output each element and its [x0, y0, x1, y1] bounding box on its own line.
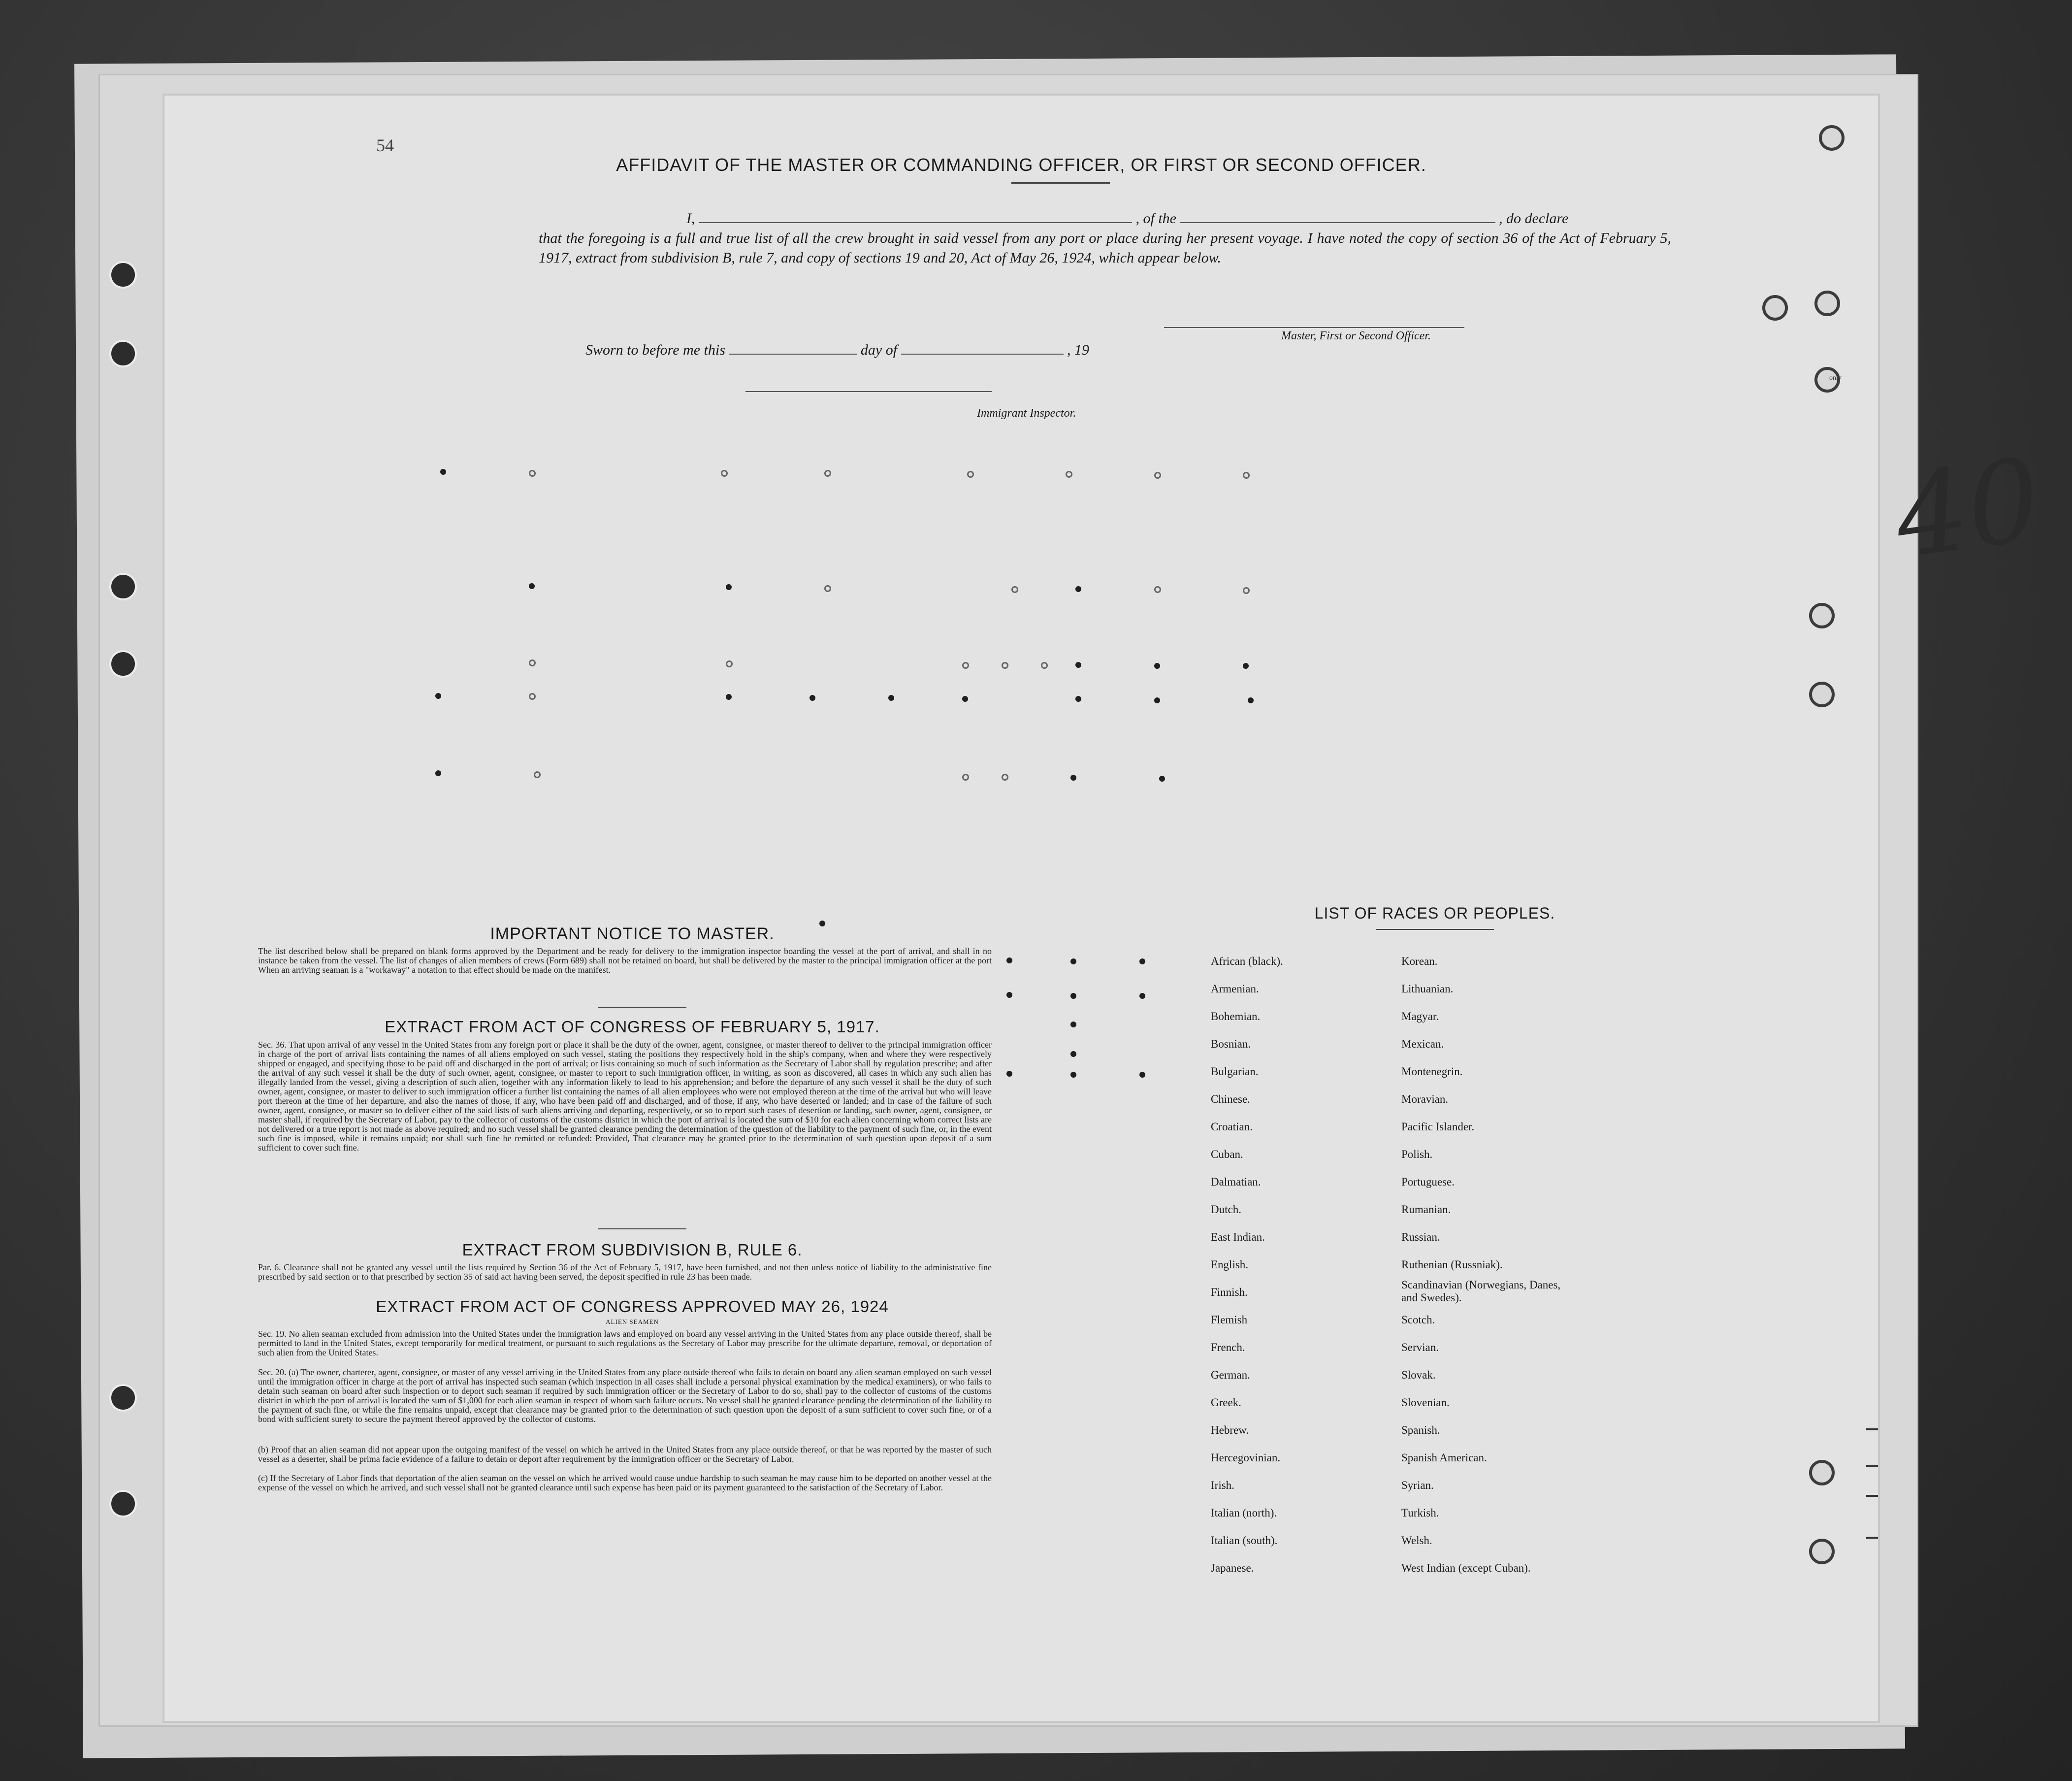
race-item: Flemish — [1211, 1314, 1248, 1326]
affidavit-declare: , do declare — [1499, 210, 1569, 227]
document-page — [162, 94, 1880, 1723]
race-item: Hercegovinian. — [1211, 1451, 1281, 1464]
punch-hole — [1809, 603, 1835, 628]
race-item: Magyar. — [1401, 1010, 1439, 1022]
races-left-column — [1211, 948, 1283, 1582]
name-blank-line — [699, 222, 1132, 223]
extract-1924-sec20a: Sec. 20. (a) The owner, charterer, agent, consignee, or master of any vessel arriving in the United States from any place outside thereof who fails to detain on board any alien seaman employed on such vessel until the immigration officer in charge at the port of arrival has inspected such seaman (which inspection in all cases shall include a personal physical examination by the medical examiners), or who fails to detain such seaman on board after such inspection or to deport such seaman if required by such immigration officer or the Secretary of Labor to do so, shall pay to the collector of customs of the customs district in which the port of arrival is located the sum of $1,000 for each alien seaman in respect of whom such failure occurs. No vessel shall be granted clearance pending the determination of the liability to the payment of such fine, or while the fine remains unpaid, except that clearance may be granted prior to the determination of such question upon the deposit of a sum sufficient to cover such fine, or of a bond with sufficient surety to secure the payment thereof approved by the collector of customs. — [258, 1367, 992, 1424]
races-title: LIST OF RACES OR PEOPLES. — [1314, 904, 1555, 922]
race-item: Mexican. — [1401, 1038, 1444, 1050]
race-item: Hebrew. — [1211, 1424, 1249, 1436]
divider — [1011, 182, 1110, 184]
races-right-column — [1401, 948, 1564, 1582]
race-item: Turkish. — [1401, 1507, 1439, 1519]
margin-tick — [1866, 1428, 1878, 1430]
notice-title: IMPORTANT NOTICE TO MASTER. — [490, 924, 775, 943]
punch-hole — [1814, 291, 1840, 316]
race-item: Korean. — [1401, 955, 1438, 967]
race-item: Portuguese. — [1401, 1176, 1455, 1188]
race-item: Polish. — [1401, 1148, 1433, 1160]
race-item: Irish. — [1211, 1479, 1234, 1491]
punch-hole — [1809, 1460, 1835, 1485]
race-item: East Indian. — [1211, 1231, 1265, 1243]
extract-1924-title: EXTRACT FROM ACT OF CONGRESS APPROVED MAY 26, 1924 — [376, 1297, 889, 1316]
race-item: Scandinavian (Norwegians, Danes, and Swedes). — [1401, 1279, 1561, 1304]
race-item: Finnish. — [1211, 1286, 1248, 1298]
page-number-mark: 54 — [376, 135, 394, 155]
extract-rule6-title: EXTRACT FROM SUBDIVISION B, RULE 6. — [462, 1241, 803, 1259]
margin-tick — [1866, 1495, 1878, 1497]
affidavit-body — [539, 209, 1671, 268]
vessel-blank-line — [1180, 222, 1495, 223]
signature-line-inspector — [745, 391, 992, 392]
race-item: Lithuanian. — [1401, 983, 1454, 995]
margin-tick — [1866, 1537, 1878, 1539]
punch-hole — [109, 340, 137, 367]
race-item: Spanish American. — [1401, 1451, 1487, 1464]
divider — [1376, 929, 1494, 930]
punch-hole — [1809, 682, 1835, 707]
race-item: Cuban. — [1211, 1148, 1243, 1160]
race-item: Spanish. — [1401, 1424, 1440, 1436]
affidavit-i: I, — [686, 210, 695, 227]
master-label: Master, First or Second Officer. — [1281, 330, 1431, 342]
race-item: Servian. — [1401, 1341, 1439, 1353]
punch-hole — [109, 261, 137, 289]
punch-hole — [109, 1384, 137, 1412]
race-item: Bosnian. — [1211, 1038, 1251, 1050]
side-mark: only — [1829, 374, 1842, 382]
race-item: Rumanian. — [1401, 1203, 1451, 1216]
race-item: Syrian. — [1401, 1479, 1434, 1491]
punch-hole — [1762, 295, 1788, 321]
race-item: Croatian. — [1211, 1121, 1253, 1133]
divider — [598, 1228, 686, 1229]
extract-1924-subtitle: ALIEN SEAMEN — [606, 1318, 659, 1325]
margin-tick — [1866, 1465, 1878, 1467]
race-item: Scotch. — [1401, 1314, 1435, 1326]
race-item: African (black). — [1211, 955, 1283, 967]
punch-hole — [1809, 1539, 1835, 1564]
race-item: English. — [1211, 1258, 1249, 1271]
race-item: Slovenian. — [1401, 1396, 1450, 1409]
affidavit-statement: that the foregoing is a full and true list of all the crew brought in said vessel from any port or place during her present voyage. I have noted the copy of section 36 of the Act of February 5, 1917, extract from subdivision B, rule 7, and copy of sections 19 and 20, Act of May 26, 1924, which appear below. — [539, 230, 1671, 266]
affidavit-title: AFFIDAVIT OF THE MASTER OR COMMANDING OFFICER, OR FIRST OR SECOND OFFICER. — [616, 155, 1426, 175]
race-item: Bulgarian. — [1211, 1065, 1259, 1078]
sworn-label: Sworn to before me this — [585, 342, 725, 358]
extract-1924-sec20c: (c) If the Secretary of Labor finds that deportation of the alien seaman on the vessel on which he arrived would cause undue hardship to such seaman he may cause him to be deported on another vessel at the expense of the vessel on which he arrived, and such vessel shall not be granted clearance until such expense has been paid or its payment guaranteed to the satisfaction of the Secretary of Labor. — [258, 1473, 992, 1492]
race-item: Welsh. — [1401, 1534, 1432, 1547]
extract-1917-title: EXTRACT FROM ACT OF CONGRESS OF FEBRUARY 5, 1917. — [385, 1018, 880, 1036]
race-item: Bohemian. — [1211, 1010, 1261, 1022]
race-item: Dalmatian. — [1211, 1176, 1261, 1188]
race-item: Greek. — [1211, 1396, 1241, 1409]
race-item: German. — [1211, 1369, 1250, 1381]
year-label: , 19 — [1067, 342, 1090, 358]
race-item: Slovak. — [1401, 1369, 1436, 1381]
race-item: Pacific Islander. — [1401, 1121, 1475, 1133]
race-item: Italian (north). — [1211, 1507, 1277, 1519]
notice-body: The list described below shall be prepared on blank forms approved by the Department and be ready for delivery to the immigration inspector boarding the vessel at the port of arrival, and shall in no instance be taken from the vessel. The list of changes of alien members of crews (Form 689) shall not be retained on board, but shall be delivered by the master to the principal immigration officer at the port When an arriving seaman is a "workaway" a notation to that effect should be made on the manifest. — [258, 946, 992, 975]
month-blank-line — [901, 354, 1064, 355]
extract-rule6-body: Par. 6. Clearance shall not be granted any vessel until the lists required by Section 36 of the Act of February 5, 1917, have been furnished, and not then unless notice of liability to the administrative fine prescribed by said section or to that prescribed by section 35 of said act having been served, the deposit specified in rule 23 has been made. — [258, 1262, 992, 1282]
punch-hole — [1819, 125, 1845, 151]
extract-1917-body: Sec. 36. That upon arrival of any vessel in the United States from any foreign port or place it shall be the duty of the owner, agent, consignee, or master thereof to deliver to the principal immigration officer in charge of the port of arrival lists containing the names of all aliens employed on such vessel, stating the positions they respectively hold in the ship's company, when and where they were respectively shipped or engaged, and specifying those to be paid off and discharged in the port of arrival; or lists containing so much of such information as the Secretary of Labor shall by regulation prescribe; and after the arrival of any such vessel it shall be the duty of such owner, agent, consignee, or master to report to such immigration officer, in writing, as soon as discovered, all cases in which any such alien has illegally landed from the vessel, giving a description of such alien, together with any information likely to lead to his apprehension; and before the departure of any such vessel it shall be the duty of such owner, agent, consignee, or master to deliver to such immigration officer a further list containing the names of all alien employees who were not employed thereon at the time of the arrival but who will leave port thereon at the time of her departure, and also the names of those, if any, who have been paid off and discharged, and of those, if any, who have deserted or landed; and in case of the failure of such owner, agent, consignee, or master so to deliver either of the said lists of such aliens arriving and departing, respectively, or so to report such cases of desertion or landing, such owner, agent, consignee, or master shall, if required by the Secretary of Labor, pay to the collector of customs of the customs district in which the port of arrival is located the sum of $10 for each alien concerning whom correct lists are not delivered or a true report is not made as above required; and no such vessel shall be granted clearance pending the determination of the question of the liability to the payment of such fine, or, in the event such fine is imposed, while it remains unpaid; nor shall such fine be remitted or refunded: Provided, That clearance may be granted prior to the determination of such question upon deposit of a sum sufficient to cover such fine. — [258, 1040, 992, 1153]
extract-1924-sec19: Sec. 19. No alien seaman excluded from admission into the United States under the immigration laws and employed on board any vessel arriving in the United States from any place outside thereof, shall be permitted to land in the United States, except temporarily for medical treatment, or pursuant to such regulations as the Secretary of Labor may prescribe for the ultimate departure, removal, or deportation of such alien from the United States. — [258, 1329, 992, 1357]
inspector-label: Immigrant Inspector. — [977, 407, 1076, 420]
race-item: French. — [1211, 1341, 1245, 1353]
divider — [598, 1007, 686, 1008]
affidavit-of-the: , of the — [1135, 210, 1176, 227]
race-item: Russian. — [1401, 1231, 1440, 1243]
race-item: Montenegrin. — [1401, 1065, 1463, 1078]
race-item: Chinese. — [1211, 1093, 1250, 1105]
punch-hole — [109, 1490, 137, 1517]
extract-1924-sec20b: (b) Proof that an alien seaman did not appear upon the outgoing manifest of the vessel on which he arrived in the United States from any place outside thereof, or that he was reported by the master of such vessel as a deserter, shall be prima facie evidence of a failure to detain or deport after requirement by the immigration officer or the Secretary of Labor. — [258, 1445, 992, 1464]
race-item: Armenian. — [1211, 983, 1259, 995]
day-blank-line — [729, 354, 857, 355]
sworn-line — [585, 342, 1089, 359]
day-of-label: day of — [860, 342, 898, 358]
race-item: Ruthenian (Russniak). — [1401, 1258, 1503, 1271]
punch-hole — [109, 573, 137, 600]
race-item: Moravian. — [1401, 1093, 1449, 1105]
punch-hole — [109, 650, 137, 678]
race-item: Dutch. — [1211, 1203, 1241, 1216]
race-item: Japanese. — [1211, 1562, 1254, 1574]
race-item: Italian (south). — [1211, 1534, 1278, 1547]
race-item: West Indian (except Cuban). — [1401, 1562, 1531, 1574]
handwritten-mark: 40 — [1887, 433, 2048, 585]
signature-line-master — [1164, 327, 1464, 328]
